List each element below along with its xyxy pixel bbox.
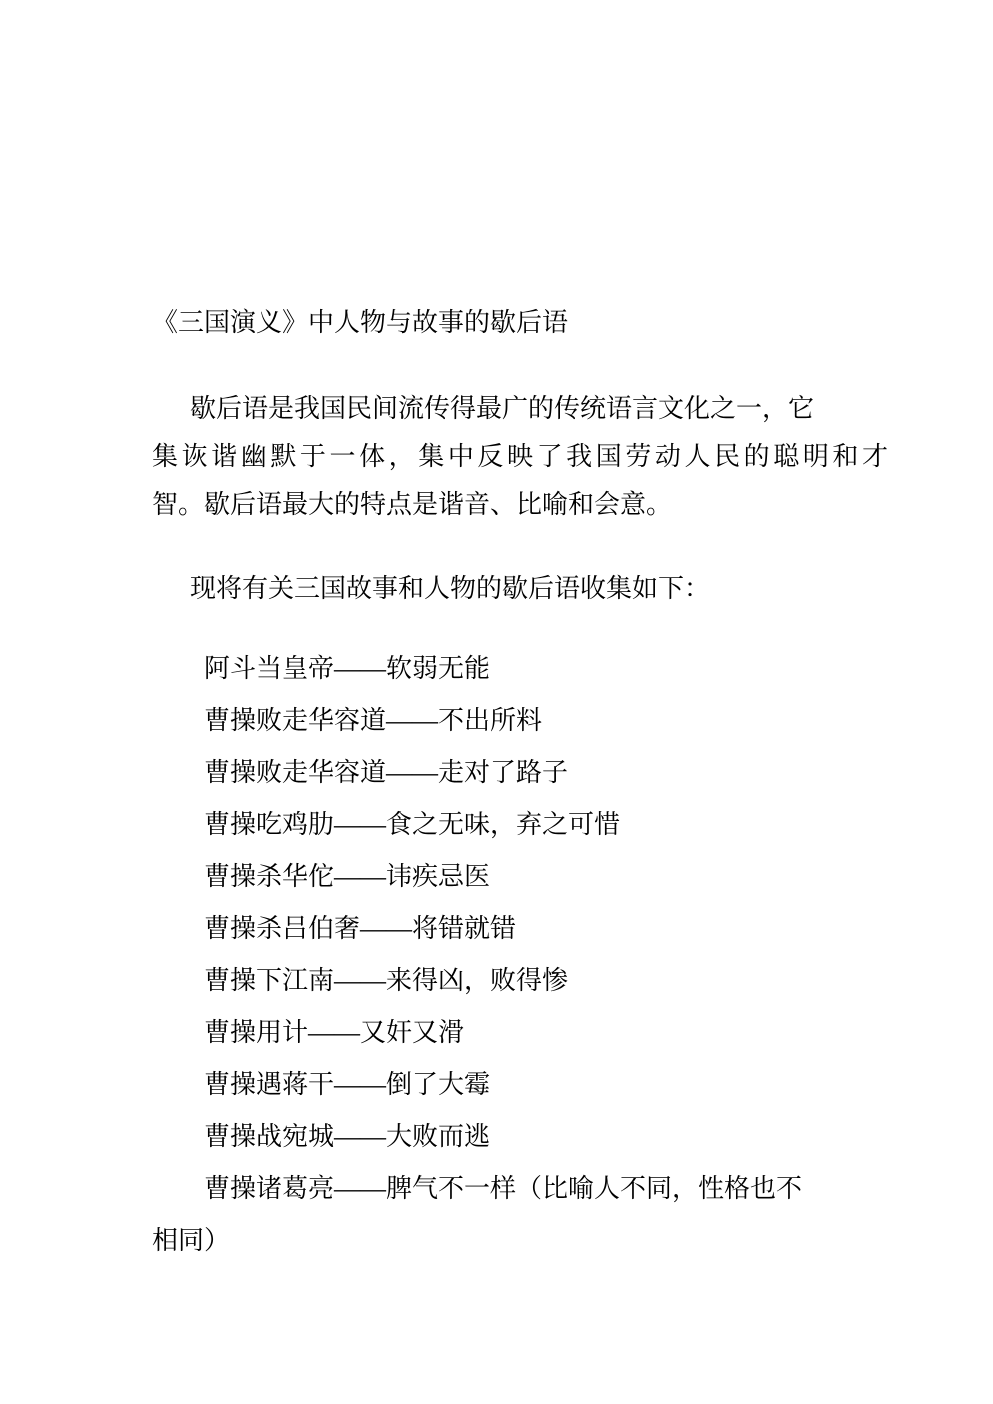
document-content: [152, 306, 888, 1267]
saying-line-use-scheme: 曹操用计——又奸又滑: [204, 1018, 465, 1047]
saying-line-zhugeliang-continuation: 相同）: [152, 1226, 231, 1255]
saying-line-huarong-road-1: 曹操败走华容道——不出所料: [204, 706, 543, 735]
intro-line-3: 智。歇后语最大的特点是谐音、比喻和会意。: [152, 490, 673, 519]
intro-paragraph: [152, 385, 888, 529]
saying-line-kill-huatuo: 曹操杀华佗——讳疾忌医: [204, 862, 491, 891]
saying-line-adou-emperor: 阿斗当皇帝——软弱无能: [204, 654, 491, 683]
sayings-list: [152, 643, 888, 1267]
intro-line-2: 集诙谐幽默于一体，集中反映了我国劳动人民的聪明和才: [152, 442, 888, 471]
saying-line-kill-lvboshe: 曹操杀吕伯奢——将错就错: [204, 914, 517, 943]
saying-line-jiangnan: 曹操下江南——来得凶，败得惨: [204, 966, 569, 995]
lead-in-paragraph: 现将有关三国故事和人物的歇后语收集如下：: [190, 574, 711, 603]
saying-line-zhugeliang: 曹操诸葛亮——脾气不一样（比喻人不同，性格也不: [204, 1174, 803, 1203]
intro-line-1: 歇后语是我国民间流传得最广的传统语言文化之一，它: [190, 394, 815, 423]
saying-line-chicken-rib: 曹操吃鸡肋——食之无味，弃之可惜: [204, 810, 621, 839]
saying-line-wancheng-battle: 曹操战宛城——大败而逃: [204, 1122, 491, 1151]
document-title: 《三国演义》中人物与故事的歇后语: [152, 308, 569, 337]
saying-line-huarong-road-2: 曹操败走华容道——走对了路子: [204, 758, 569, 787]
saying-line-meet-jianggan: 曹操遇蒋干——倒了大霉: [204, 1070, 491, 1099]
